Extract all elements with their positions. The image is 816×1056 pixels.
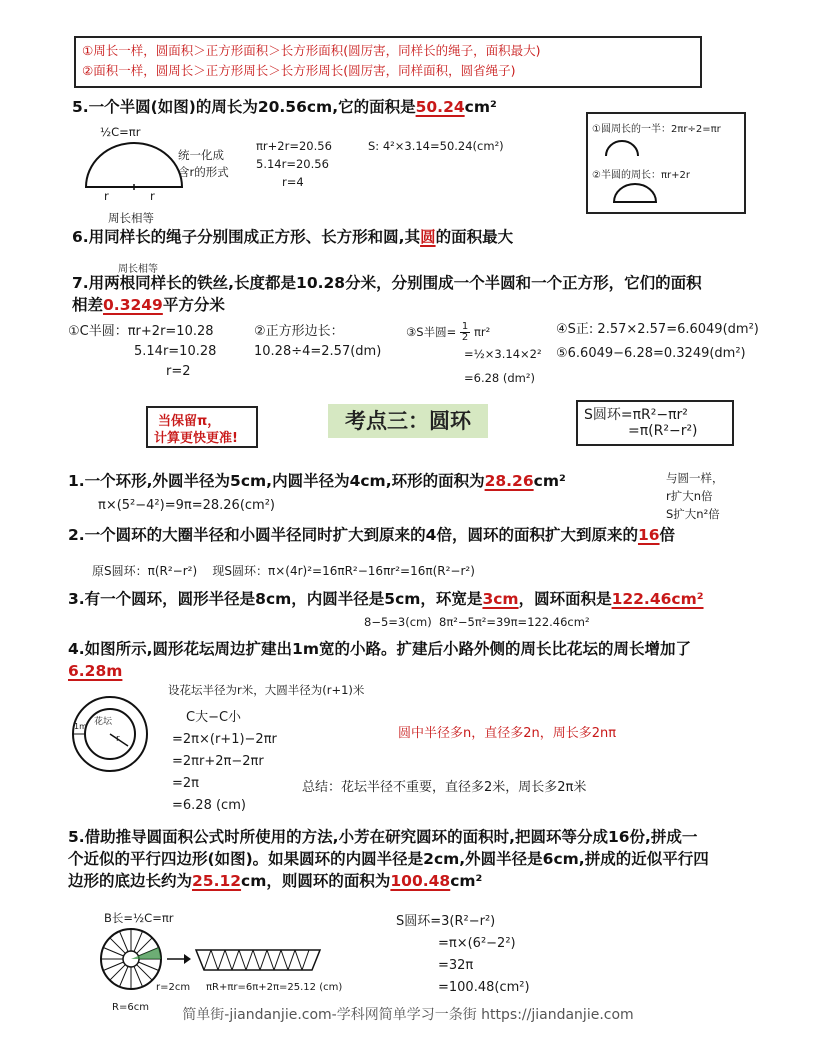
r3-eq: 8−5=3(cm) 8π²−5π²=39π=122.46cm² bbox=[364, 615, 590, 629]
formula-line-1: S圆环=πR²−πr² bbox=[584, 407, 688, 423]
side-box-item-2: ②半圆的周长：πr+2r bbox=[592, 170, 690, 181]
q5-eq-3: r=4 bbox=[282, 175, 304, 189]
q7-e2: =½×3.14×2² bbox=[464, 347, 542, 361]
q7-c3: r=2 bbox=[166, 364, 191, 379]
q5-note-2: 含r的形式 bbox=[178, 165, 229, 179]
r5-area-1: S圆环=3(R²−r²) bbox=[396, 914, 496, 929]
q5-side-box bbox=[586, 112, 746, 214]
q7-f1: ④S正: 2.57×2.57=6.6049(dm²) bbox=[556, 322, 759, 337]
r1-text: 1.一个环形,外圆半径为5cm,内圆半径为4cm,环形的面积为28.26cm² bbox=[68, 472, 566, 490]
q7-d1: ②正方形边长： bbox=[254, 324, 344, 339]
tip-box-left bbox=[146, 406, 258, 448]
q7-line-2: 相差0.3249平方分米 bbox=[72, 296, 225, 314]
r5-answer-2: 100.48 bbox=[390, 872, 451, 890]
q5-text: 5.一个半圆(如图)的周长为20.56cm,它的面积是50.24cm² bbox=[72, 98, 497, 116]
r1-note-2: r扩大n倍 bbox=[666, 489, 713, 503]
r4-step-4: =2π bbox=[172, 776, 199, 791]
q5-note-1: 统一化成 bbox=[178, 148, 224, 162]
r2-eq: 原S圆环：π(R²−r²) 现S圆环：π×(4r)²=16πR²−16πr²=16π(R²−r²) bbox=[92, 564, 475, 578]
r4-step-5: =6.28 (cm) bbox=[172, 798, 246, 813]
q7-e3: =6.28 (dm²) bbox=[464, 371, 535, 385]
r4-step-3: =2πr+2π−2πr bbox=[172, 754, 264, 769]
r5-area-4: =100.48(cm²) bbox=[438, 980, 530, 995]
side-box-item-1: ①圆周长的一半：2πr÷2=πr bbox=[592, 124, 721, 135]
r3-answer-2: 122.46cm² bbox=[611, 590, 704, 608]
q7-answer: 0.3249 bbox=[103, 296, 163, 314]
q7-line-1: 7.用两根同样长的铁丝,长度都是10.28分米，分别围成一个半圆和一个正方形，它们的面积 bbox=[72, 274, 702, 292]
q5-eq-2: 5.14r=20.56 bbox=[256, 157, 329, 171]
parallelogram-figure bbox=[194, 948, 324, 972]
r3-answer-1: 3cm bbox=[482, 590, 519, 608]
flowerbed-ring-figure bbox=[70, 694, 150, 774]
r3-text: 3.有一个圆环，圆形半径是8cm，内圆半径是5cm，环宽是3cm，圆环面积是122.46cm² bbox=[68, 590, 704, 608]
half-circle-closed-icon bbox=[610, 180, 660, 206]
q7-f2: ⑤6.6049−6.28=0.3249(dm²) bbox=[556, 346, 746, 361]
top-summary-line-2: ②面积一样，圆周长＞正方形周长＞长方形周长(圆厉害，同样面积，圆省绳子) bbox=[82, 63, 516, 78]
flowerbed-1m-label: 1m bbox=[74, 722, 87, 731]
semicircle-figure bbox=[80, 135, 190, 195]
r2-answer: 16 bbox=[637, 526, 660, 544]
r4-red-note: 圆中半径多n，直径多2n，周长多2nπ bbox=[398, 726, 617, 741]
q5-eq-1: πr+2r=20.56 bbox=[256, 139, 332, 153]
flowerbed-label: 花坛 bbox=[94, 717, 113, 727]
section-title: 考点三：圆环 bbox=[328, 404, 488, 438]
q6-text: 6.用同样长的绳子分别围成正方形、长方形和圆,其圆的面积最大 bbox=[72, 228, 514, 246]
r5-area-3: =32π bbox=[438, 958, 474, 973]
arrow-icon bbox=[166, 952, 192, 966]
r5-R-note: R=6cm bbox=[112, 1002, 149, 1013]
half-circle-arc-icon bbox=[602, 136, 642, 160]
top-summary-box bbox=[74, 36, 702, 88]
r4-step-1: C大−C小 bbox=[186, 710, 242, 725]
r1-answer: 28.26 bbox=[484, 472, 534, 490]
q5-answer: 50.24 bbox=[415, 98, 465, 116]
r5-area-2: =π×(6²−2²) bbox=[438, 936, 516, 951]
r5-line-3: 边形的底边长约为25.12cm，则圆环的面积为100.48cm² bbox=[68, 872, 483, 890]
r1-eq: π×(5²−4²)=9π=28.26(cm²) bbox=[98, 498, 275, 513]
ring-sector-figure bbox=[98, 926, 164, 992]
q7-c2: 5.14r=10.28 bbox=[134, 344, 217, 359]
r5-r-note: r=2cm bbox=[156, 982, 191, 993]
r4-step-2: =2π×(r+1)−2πr bbox=[172, 732, 277, 747]
r1-note-1: 与圆一样， bbox=[666, 471, 724, 485]
r4-answer: 6.28m bbox=[68, 662, 123, 680]
formula-line-2: =π(R²−r²) bbox=[628, 423, 698, 439]
r5-line-2: 个近似的平行四边形(如图)。如果圆环的内圆半径是2cm,外圆半径是6cm,拼成的近似平行四 bbox=[68, 850, 709, 868]
q7-top-note: 周长相等 bbox=[118, 264, 158, 275]
r5-line-1: 5.借助推导圆面积公式时所使用的方法,小芳在研究圆环的面积时,把圆环等分成16份,拼成一 bbox=[68, 828, 698, 846]
formula-box-right bbox=[576, 400, 734, 446]
r5-answer-1: 25.12 bbox=[192, 872, 242, 890]
r5-len-eq: πR+πr=6π+2π=25.12 (cm) bbox=[206, 982, 343, 993]
q5-area-eq: S: 4²×3.14=50.24(cm²) bbox=[368, 139, 504, 153]
r1-note-3: S扩大n²倍 bbox=[666, 507, 720, 521]
r4-summary: 总结：花坛半径不重要，直径多2米，周长多2π米 bbox=[302, 780, 587, 795]
q5-below-label: 周长相等 bbox=[108, 211, 154, 225]
q7-d2: 10.28÷4=2.57(dm) bbox=[254, 344, 382, 359]
tip-box-line-2: 计算更快更准! bbox=[154, 431, 238, 446]
q5-r-right: r bbox=[150, 189, 155, 203]
q5-r-left: r bbox=[104, 189, 109, 203]
top-summary-line-1: ①周长一样，圆面积＞正方形面积＞长方形面积(圆厉害，同样长的绳子，面积最大) bbox=[82, 43, 541, 58]
r4-setup: 设花坛半径为r米，大圆半径为(r+1)米 bbox=[168, 683, 365, 697]
r5-b-note: B长=½C=πr bbox=[104, 911, 174, 925]
flowerbed-r-label: r bbox=[116, 734, 120, 744]
r4-line-1: 4.如图所示,圆形花坛周边扩建出1m宽的小路。扩建后小路外侧的周长比花坛的周长增加了 bbox=[68, 640, 691, 658]
q6-answer: 圆 bbox=[420, 228, 436, 246]
q7-c1: ①C半圆：πr+2r=10.28 bbox=[68, 324, 214, 339]
tip-box-line-1: 当保留π， bbox=[158, 414, 221, 429]
r2-text: 2.一个圆环的大圈半径和小圆半径同时扩大到原来的4倍，圆环的面积扩大到原来的16倍 bbox=[68, 526, 676, 544]
q5-quarter-note: ½C=πr bbox=[100, 125, 141, 139]
footer-watermark: 简单街-jiandanjie.com-学科网简单学习一条街 https://jiandanjie.com bbox=[182, 1007, 634, 1023]
q7-e1: ③S半圆= $\frac{1}{2}$ πr² bbox=[406, 321, 491, 343]
